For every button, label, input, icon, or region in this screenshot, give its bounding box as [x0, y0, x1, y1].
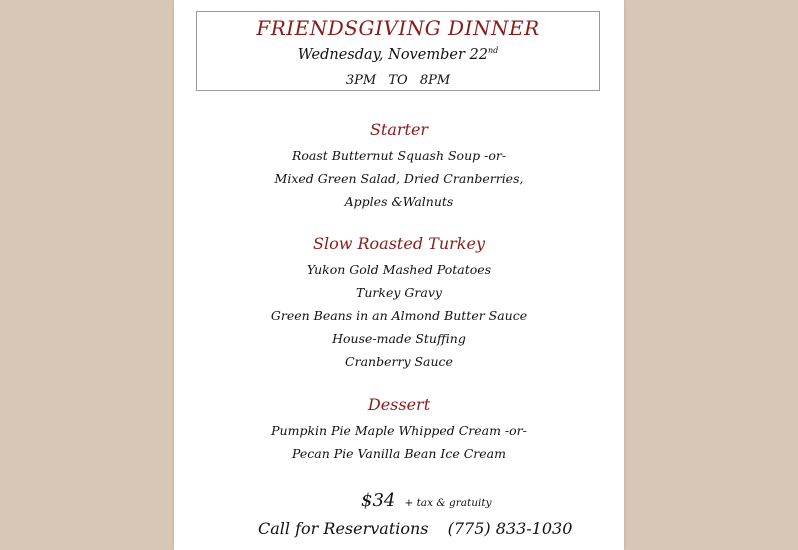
- turkey-heading: Slow Roasted Turkey: [313, 234, 485, 253]
- event-date-suffix: nd: [487, 46, 499, 55]
- starter-heading: Starter: [369, 120, 429, 139]
- event-date: [197, 46, 599, 63]
- dessert-item: Pecan Pie Vanilla Bean Ice Cream: [292, 446, 506, 461]
- event-time-end: 8PM: [419, 73, 451, 88]
- turkey-item: Turkey Gravy: [356, 285, 442, 300]
- turkey-item: Yukon Gold Mashed Potatoes: [306, 262, 492, 277]
- menu-header-box: [196, 11, 600, 91]
- reservations-line: [258, 519, 572, 538]
- dessert-item: Pumpkin Pie Maple Whipped Cream -or-: [271, 423, 527, 438]
- dessert-heading: Dessert: [367, 395, 431, 414]
- event-time-start: 3PM: [345, 73, 377, 88]
- price-note: + tax & gratuity: [404, 497, 492, 509]
- price-line: [361, 490, 492, 511]
- menu-page: [174, 0, 624, 550]
- starter-item: Roast Butternut Squash Soup -or-: [291, 148, 507, 163]
- phone-number: (775) 833-1030: [447, 519, 573, 538]
- event-time: [197, 73, 599, 88]
- menu-title: FRIENDSGIVING DINNER: [256, 16, 540, 40]
- price: $34: [361, 490, 396, 511]
- event-time-sep: TO: [388, 73, 408, 88]
- turkey-item: Green Beans in an Almond Butter Sauce: [270, 308, 528, 323]
- turkey-item: Cranberry Sauce: [345, 354, 453, 369]
- event-date-text: Wednesday, November 22: [297, 46, 488, 63]
- starter-item: Apples &Walnuts: [344, 194, 454, 209]
- turkey-item: House-made Stuffing: [332, 331, 466, 346]
- reservations-label: Call for Reservations: [258, 519, 429, 538]
- starter-item: Mixed Green Salad, Dried Cranberries,: [274, 171, 524, 186]
